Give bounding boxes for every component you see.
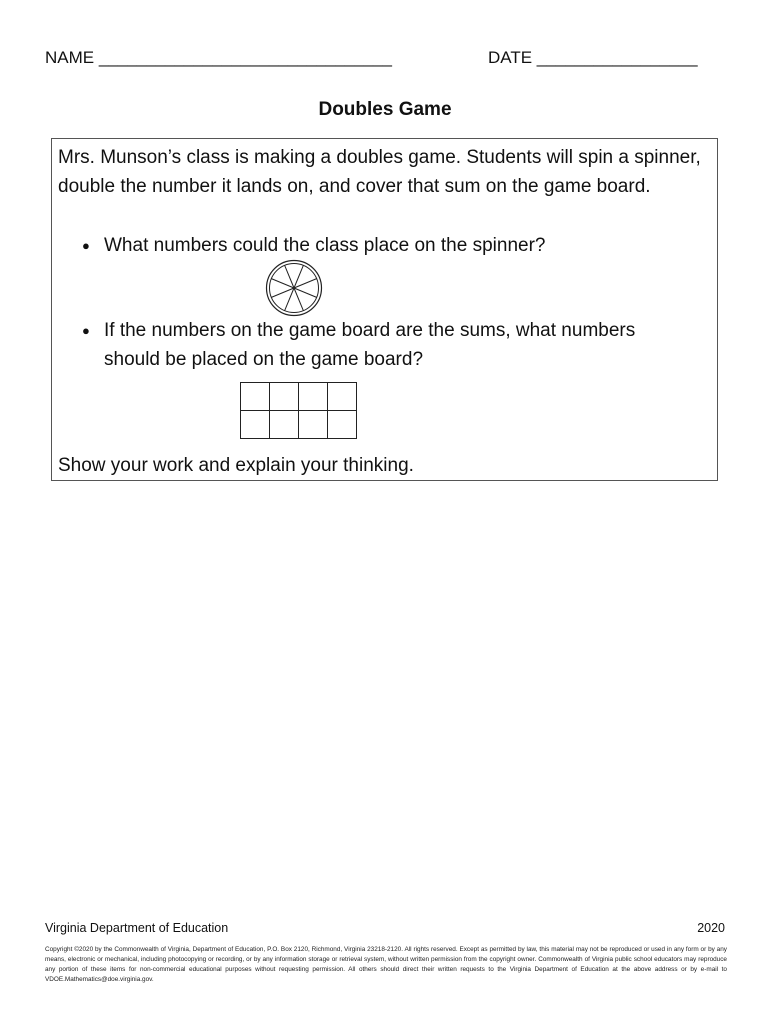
- bullet-icon: ●: [82, 323, 90, 338]
- date-field-line: DATE _________________: [488, 48, 698, 67]
- task-box: [51, 138, 718, 481]
- question-spinner-text: What numbers could the class place on the spinner?: [104, 235, 546, 256]
- footer-year: 2020: [697, 921, 725, 935]
- copyright-notice: Copyright ©2020 by the Commonwealth of Virginia, Department of Education, P.O. Box 2120, Richmond, Virginia 23218-2120. All rights reserved. Except as permitted by law, this material may not be reproduced or used in any form or by any means, electronic or mechanical, including photocopying or recording, or by any information storage or retrieval system, without written permission from the copyright owner. Commonwealth of Virginia public school educators may reproduce any portion of these items for non-commercial educational purposes without requesting permission. All others should direct their written requests to the Virginia Department of Education at the above address or by e-mail to VDOE.Mathematics@doe.virginia.gov.: [45, 946, 727, 983]
- game-board-cell: [241, 411, 270, 439]
- game-board-row: [241, 411, 357, 439]
- game-board-cell: [270, 383, 299, 411]
- task-intro: Mrs. Munson’s class is making a doubles game. Students will spin a spinner, double the number it lands on, and cover that sum on the game board.: [58, 147, 701, 197]
- game-board-grid: [240, 382, 357, 439]
- bullet-icon: ●: [82, 238, 90, 253]
- page-title: Doubles Game: [318, 99, 452, 120]
- game-board-cell: [328, 411, 357, 439]
- question-spinner: [82, 231, 682, 260]
- question-game-board: [82, 316, 682, 374]
- game-board-cell: [241, 383, 270, 411]
- question-game-board-text: If the numbers on the game board are the sums, what numbers should be placed on the game board?: [104, 320, 636, 370]
- game-board-cell: [299, 383, 328, 411]
- closing-instruction: Show your work and explain your thinking.: [58, 455, 414, 476]
- spinner-icon: [265, 259, 323, 317]
- footer-organization: Virginia Department of Education: [45, 921, 229, 935]
- game-board-row: [241, 383, 357, 411]
- game-board-cell: [270, 411, 299, 439]
- game-board-cell: [328, 383, 357, 411]
- game-board-cell: [299, 411, 328, 439]
- name-field-line: NAME _______________________________: [45, 48, 392, 67]
